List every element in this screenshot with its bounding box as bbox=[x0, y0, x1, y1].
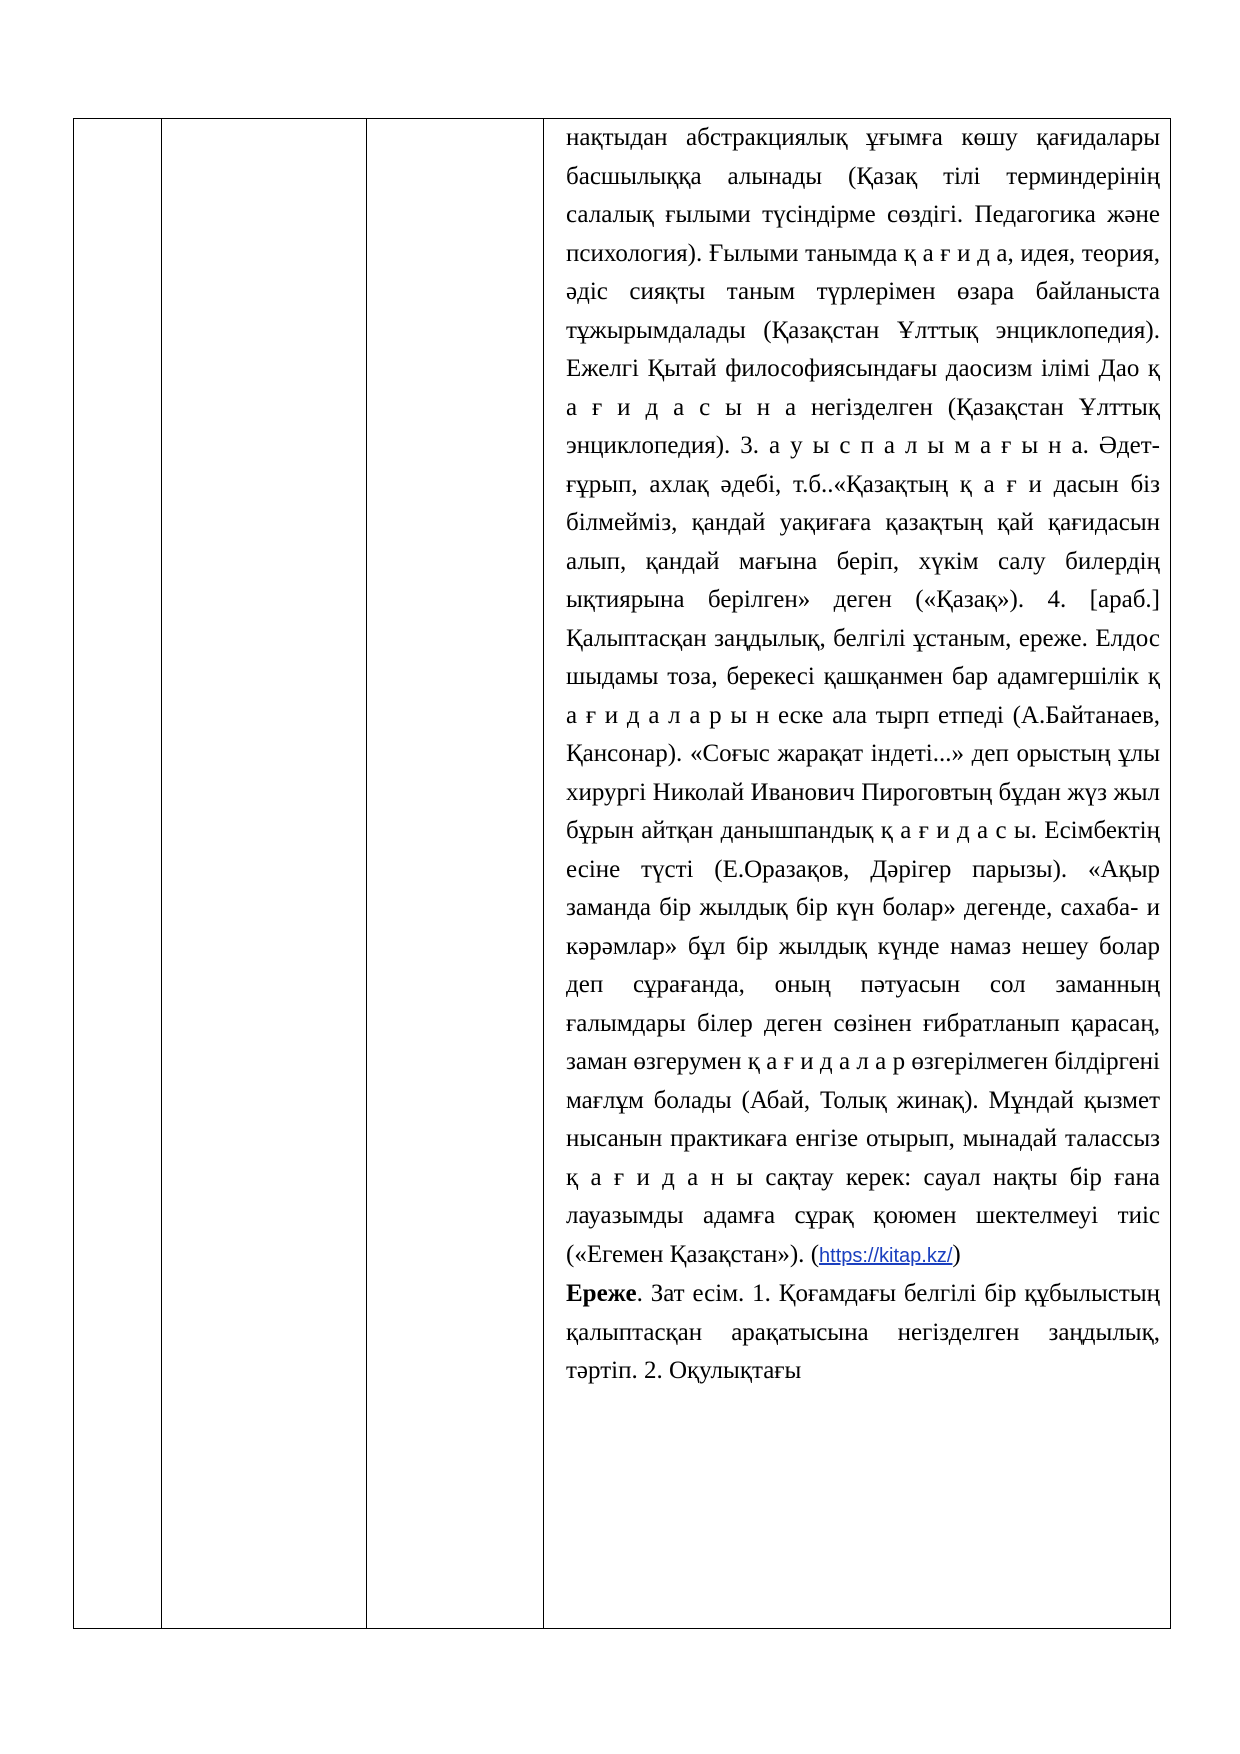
definition-cell bbox=[556, 119, 1160, 1391]
dictionary-table bbox=[73, 118, 1171, 1629]
column-divider-3 bbox=[543, 119, 544, 1628]
source-link[interactable]: https://kitap.kz/ bbox=[819, 1244, 953, 1267]
headword-term: Ереже bbox=[566, 1280, 637, 1307]
column-divider-2 bbox=[366, 119, 367, 1628]
column-divider-1 bbox=[161, 119, 162, 1628]
definition-paragraph-2 bbox=[566, 1275, 1160, 1391]
paragraph-2-text: . Зат есім. 1. Қоғамдағы белгілі бір құбылыстың қалыптасқан арақатысына негізделген заңдылық, тәртіп. 2. Оқулықтағы bbox=[566, 1280, 1160, 1384]
paragraph-1-text: нақтыдан абстракциялық ұғымға көшу қағидалары басшылыққа алынады (Қазақ тілі терминдерінің салалық ғылыми түсіндірме сөздігі. Педагогика және психология). Ғылыми танымда қ а ғ и д а, идея, теория, әдіс сияқты таным түрлерімен өзара байланыста тұжырымдалады (Қазақстан Ұлттық энциклопедия). Ежелгі Қытай философиясындағы даосизм ілімі Дао қ а ғ и д а с ы н а негізделген (Қазақстан Ұлттық энциклопедия). 3. а у ы с п а л ы м а ғ ы н а. Әдет-ғұрып, ахлақ әдебі, т.б..«Қазақтың қ а ғ и дасын біз білмейміз, қандай уақиғаға қазақтың қай қағидасын алып, қандай мағына беріп, хүкім салу билердің ықтиярына берілген» деген («Қазақ»). 4. [араб.] Қалыптасқан заңдылық, белгілі ұстаным, ереже. Елдос шыдамы тоза, берекесі қашқанмен бар адамгершілік қ а ғ и д а л а р ы н еске ала тырп етпеді (А.Байтанаев, Қансонар). «Соғыс жарақат індеті...» деп орыстың ұлы хирургі Николай Иванович Пироговтың бұдан жүз жыл бұрын айтқан данышпандық қ а ғ и д а с ы. Есімбектің есіне түсті (Е.Оразақов, Дәрігер парызы). «Ақыр заманда бір жылдық бір күн болар» дегенде, сахаба- и кәрәмлар» бұл бір жылдық күнде намаз нешеу болар деп сұрағанда, оның пәтуасын сол заманның ғалымдары білер деген сөзінен ғибратланып қарасаң, заман өзгерумен қ а ғ и д а л а р өзгерілмеген білдіргені мағлұм болады (Абай, Толық жинақ). Мұндай қызмет нысанын практикаға енгізе отырып, мынадай талассыз қ а ғ и д а н ы сақтау керек: сауал нақты бір ғана лауазымды адамға сұрақ қоюмен шектелмеуі тиіс («Егемен Қазақстан»). bbox=[566, 124, 1160, 1268]
link-open-paren: ( bbox=[810, 1240, 820, 1268]
link-close-paren: ) bbox=[952, 1240, 961, 1268]
definition-paragraph-1 bbox=[566, 119, 1160, 1275]
